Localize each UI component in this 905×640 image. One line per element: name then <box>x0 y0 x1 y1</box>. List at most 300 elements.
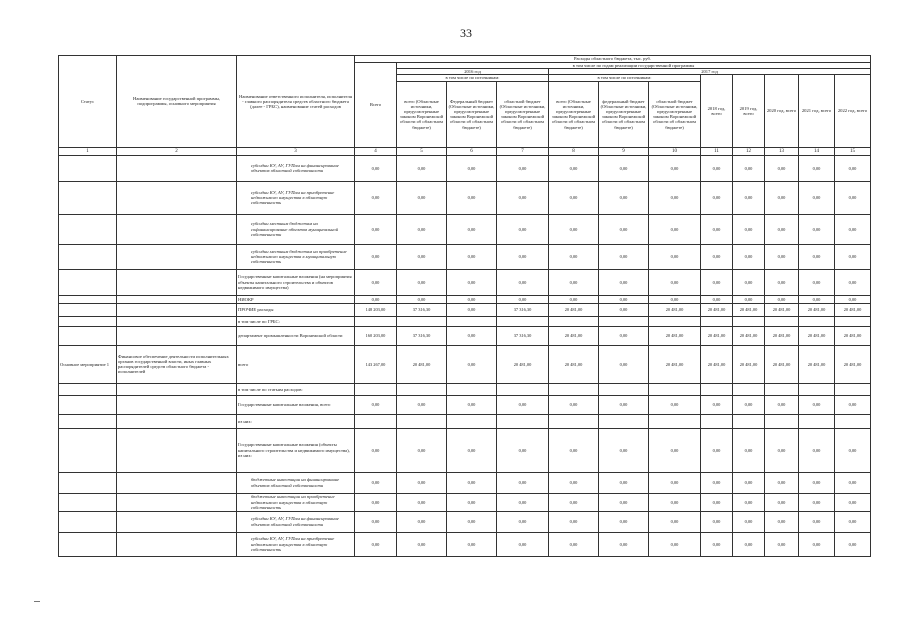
row-value-col-9: 0,00 <box>599 511 649 532</box>
row-status <box>59 493 117 511</box>
table-row <box>59 395 871 414</box>
col-number: 13 <box>765 147 799 155</box>
row-value-col-7: 0,00 <box>497 532 549 556</box>
table-row <box>59 472 871 493</box>
row-value-col-11: 0,00 <box>701 472 733 493</box>
row-value-col-9: 0,00 <box>599 155 649 181</box>
row-value-col-12: 20 481,00 <box>733 326 765 345</box>
row-program <box>117 532 237 556</box>
page-mark <box>34 601 40 602</box>
row-value-col-10: 20 481,00 <box>649 326 701 345</box>
budget-table <box>58 55 871 557</box>
row-value-col-15: 0,00 <box>835 181 871 214</box>
col-number: 4 <box>355 147 397 155</box>
row-value-col-13: 0,00 <box>765 295 799 303</box>
row-value-col-7: 37 316,30 <box>497 326 549 345</box>
row-value-col-7: 0,00 <box>497 395 549 414</box>
row-status <box>59 214 117 244</box>
header-col-7: областной бюджет (Областные источники, предусмотренные законом Воронежской области об областном бюджете) <box>497 81 549 147</box>
row-value-col-11: 0,00 <box>701 214 733 244</box>
header-col-14: 2021 год, всего <box>799 75 835 147</box>
row-value-col-11: 0,00 <box>701 155 733 181</box>
row-value-col-5: 0,00 <box>397 155 447 181</box>
row-value-col-5 <box>397 383 447 395</box>
table-row <box>59 428 871 472</box>
row-value-col-10: 0,00 <box>649 155 701 181</box>
row-value-col-14: 0,00 <box>799 214 835 244</box>
header-col-12: 2019 год, всего <box>733 75 765 147</box>
row-value-col-11 <box>701 383 733 395</box>
row-value-col-11: 0,00 <box>701 493 733 511</box>
row-value-col-10: 0,00 <box>649 493 701 511</box>
row-value-col-11: 20 481,00 <box>701 345 733 383</box>
row-value-col-12 <box>733 316 765 326</box>
row-value-col-12: 0,00 <box>733 269 765 295</box>
row-value-col-6: 0,00 <box>447 244 497 269</box>
row-value-col-6: 0,00 <box>447 326 497 345</box>
row-value-col-14: 0,00 <box>799 155 835 181</box>
row-value-col-9: 0,00 <box>599 493 649 511</box>
row-program <box>117 383 237 395</box>
row-value-col-12: 0,00 <box>733 511 765 532</box>
row-program <box>117 395 237 414</box>
row-value-col-6 <box>447 316 497 326</box>
row-value-col-15: 0,00 <box>835 472 871 493</box>
row-value-col-9 <box>599 383 649 395</box>
row-program <box>117 428 237 472</box>
row-value-col-7: 0,00 <box>497 493 549 511</box>
row-value-col-4: 0,00 <box>355 493 397 511</box>
row-status <box>59 316 117 326</box>
row-value-col-9: 0,00 <box>599 532 649 556</box>
header-col-6: Федеральный бюджет (Областные источники, предусмотренные законом Воронежской области об областном бюджете) <box>447 81 497 147</box>
row-value-col-4: 0,00 <box>355 428 397 472</box>
row-value-col-4: 143 267,00 <box>355 345 397 383</box>
header-col-11: 2018 год, всего <box>701 75 733 147</box>
row-status <box>59 532 117 556</box>
row-value-col-6: 0,00 <box>447 472 497 493</box>
row-value-col-7: 0,00 <box>497 472 549 493</box>
row-status <box>59 326 117 345</box>
row-value-col-10: 0,00 <box>649 295 701 303</box>
page-number: 33 <box>460 26 472 40</box>
row-value-col-8 <box>549 316 599 326</box>
row-status <box>59 428 117 472</box>
row-value-col-11 <box>701 414 733 428</box>
row-value-col-14: 0,00 <box>799 532 835 556</box>
row-value-col-7 <box>497 383 549 395</box>
row-value-col-10: 0,00 <box>649 532 701 556</box>
row-value-col-12 <box>733 383 765 395</box>
row-value-col-14: 0,00 <box>799 493 835 511</box>
row-value-col-6: 0,00 <box>447 345 497 383</box>
row-value-col-12: 20 481,00 <box>733 303 765 316</box>
row-value-col-10: 0,00 <box>649 244 701 269</box>
row-value-col-15: 20 481,00 <box>835 326 871 345</box>
row-value-col-14 <box>799 383 835 395</box>
row-value-col-10 <box>649 316 701 326</box>
row-value-col-13: 0,00 <box>765 428 799 472</box>
row-value-col-7: 0,00 <box>497 511 549 532</box>
row-value-col-4: 0,00 <box>355 181 397 214</box>
table-row <box>59 303 871 316</box>
row-value-col-11: 20 481,00 <box>701 303 733 316</box>
row-value-col-12: 20 481,00 <box>733 345 765 383</box>
header-col-5: всего (Областные источники, предусмотренные законом Воронежской области об областном бюджете) <box>397 81 447 147</box>
row-value-col-7 <box>497 414 549 428</box>
header-col-13: 2020 год, всего <box>765 75 799 147</box>
row-value-col-11 <box>701 316 733 326</box>
row-value-col-13 <box>765 383 799 395</box>
row-value-col-5: 0,00 <box>397 511 447 532</box>
row-value-col-8: 0,00 <box>549 532 599 556</box>
row-value-col-12: 0,00 <box>733 428 765 472</box>
row-value-col-9 <box>599 316 649 326</box>
row-value-col-13: 0,00 <box>765 269 799 295</box>
row-value-col-6: 0,00 <box>447 155 497 181</box>
header-col-10: областной бюджет (Областные источники, предусмотренные законом Воронежской области об областном бюджете) <box>649 81 701 147</box>
row-value-col-7: 20 481,00 <box>497 345 549 383</box>
row-value-col-10: 0,00 <box>649 395 701 414</box>
row-value-col-14: 0,00 <box>799 472 835 493</box>
row-value-col-10: 0,00 <box>649 511 701 532</box>
row-value-col-11: 0,00 <box>701 511 733 532</box>
row-value-col-13: 0,00 <box>765 214 799 244</box>
row-program <box>117 269 237 295</box>
column-numbers-row <box>59 147 871 155</box>
row-value-col-5: 0,00 <box>397 214 447 244</box>
row-value-col-12: 0,00 <box>733 532 765 556</box>
row-value-col-7: 0,00 <box>497 428 549 472</box>
row-program: Финансовое обеспечение деятельности исполнительных органов государственной власти, иных главных распорядителей средств областного бюджета - исполнителей <box>117 345 237 383</box>
row-status <box>59 269 117 295</box>
row-value-col-6: 0,00 <box>447 295 497 303</box>
row-value-col-6: 0,00 <box>447 303 497 316</box>
row-value-col-7: 0,00 <box>497 295 549 303</box>
row-value-col-6: 0,00 <box>447 269 497 295</box>
row-program <box>117 511 237 532</box>
row-status <box>59 472 117 493</box>
row-value-col-15: 0,00 <box>835 244 871 269</box>
row-value-col-13: 0,00 <box>765 511 799 532</box>
row-label: ПРОЧИЕ расходы <box>237 303 355 316</box>
col-number: 12 <box>733 147 765 155</box>
row-value-col-8: 20 481,00 <box>549 345 599 383</box>
row-value-col-9: 0,00 <box>599 214 649 244</box>
row-value-col-15: 0,00 <box>835 532 871 556</box>
row-value-col-9: 0,00 <box>599 303 649 316</box>
row-program <box>117 214 237 244</box>
row-label: субсидии местным бюджетам на софинансирование объектов муниципальной собственности <box>237 214 355 244</box>
row-value-col-15: 0,00 <box>835 295 871 303</box>
col-number: 11 <box>701 147 733 155</box>
row-value-col-15 <box>835 414 871 428</box>
row-label: субсидии КУ, АУ, ГУПам на приобретение недвижимого имущества в областную собственность <box>237 181 355 214</box>
row-value-col-7 <box>497 316 549 326</box>
row-label: субсидии КУ, АУ, ГУПам на финансирование объектов областной собственности <box>237 155 355 181</box>
row-value-col-9 <box>599 414 649 428</box>
row-value-col-10: 0,00 <box>649 428 701 472</box>
row-value-col-4 <box>355 383 397 395</box>
row-value-col-7: 0,00 <box>497 214 549 244</box>
row-value-col-8: 0,00 <box>549 472 599 493</box>
row-value-col-4: 0,00 <box>355 532 397 556</box>
row-status <box>59 383 117 395</box>
table-row <box>59 316 871 326</box>
row-value-col-5: 0,00 <box>397 493 447 511</box>
row-value-col-8 <box>549 383 599 395</box>
row-value-col-11: 20 481,00 <box>701 326 733 345</box>
row-status <box>59 181 117 214</box>
row-status <box>59 155 117 181</box>
row-value-col-15: 0,00 <box>835 269 871 295</box>
col-number: 9 <box>599 147 649 155</box>
row-value-col-4: 0,00 <box>355 395 397 414</box>
row-label: Государственные капитальные вложения, всего <box>237 395 355 414</box>
row-value-col-12: 0,00 <box>733 295 765 303</box>
row-value-col-4: 148 203,00 <box>355 303 397 316</box>
row-value-col-6: 0,00 <box>447 511 497 532</box>
row-value-col-9: 0,00 <box>599 395 649 414</box>
row-value-col-10: 20 481,00 <box>649 345 701 383</box>
row-value-col-7: 0,00 <box>497 181 549 214</box>
header-executor: Наименование ответственного исполнителя, исполнителя - главного распорядителя средств областного бюджета (далее - ГРБС), наименование статей расходов <box>237 56 355 148</box>
row-value-col-10: 0,00 <box>649 181 701 214</box>
row-value-col-8: 0,00 <box>549 269 599 295</box>
row-value-col-8: 20 481,00 <box>549 326 599 345</box>
table-row <box>59 493 871 511</box>
row-value-col-15: 0,00 <box>835 395 871 414</box>
row-value-col-14: 0,00 <box>799 244 835 269</box>
row-value-col-8: 0,00 <box>549 155 599 181</box>
header-col-9: федеральный бюджет (Областные источники, предусмотренные законом Воронежской области об областном бюджете) <box>599 81 649 147</box>
header-year-2016: 2016 год <box>397 69 549 75</box>
header-year-2017: 2017 год <box>549 69 871 75</box>
row-value-col-11: 0,00 <box>701 181 733 214</box>
table-row <box>59 326 871 345</box>
row-label: всего <box>237 345 355 383</box>
row-value-col-10: 0,00 <box>649 269 701 295</box>
row-value-col-5: 0,00 <box>397 295 447 303</box>
row-value-col-5: 0,00 <box>397 269 447 295</box>
row-value-col-12 <box>733 414 765 428</box>
row-value-col-5 <box>397 316 447 326</box>
col-number: 3 <box>237 147 355 155</box>
row-value-col-6: 0,00 <box>447 428 497 472</box>
row-value-col-6: 0,00 <box>447 532 497 556</box>
row-value-col-14: 20 481,00 <box>799 303 835 316</box>
row-value-col-14 <box>799 316 835 326</box>
row-label: департамент промышленности Воронежской области <box>237 326 355 345</box>
header-by-source-2016: в том числе по источникам: <box>397 75 549 81</box>
row-value-col-4: 0,00 <box>355 269 397 295</box>
row-value-col-13: 0,00 <box>765 395 799 414</box>
row-value-col-14: 20 481,00 <box>799 345 835 383</box>
row-value-col-4: 160 203,00 <box>355 326 397 345</box>
row-value-col-13: 20 481,00 <box>765 345 799 383</box>
row-value-col-15: 20 481,00 <box>835 345 871 383</box>
table-row <box>59 269 871 295</box>
row-value-col-4: 0,00 <box>355 155 397 181</box>
row-value-col-7: 0,00 <box>497 155 549 181</box>
row-value-col-13: 0,00 <box>765 472 799 493</box>
col-number: 10 <box>649 147 701 155</box>
row-value-col-14: 0,00 <box>799 428 835 472</box>
row-value-col-9: 0,00 <box>599 269 649 295</box>
row-value-col-5: 0,00 <box>397 181 447 214</box>
row-value-col-7: 0,00 <box>497 269 549 295</box>
table-row <box>59 214 871 244</box>
row-value-col-15: 20 481,00 <box>835 303 871 316</box>
header-total: Всего <box>355 63 397 148</box>
col-number: 1 <box>59 147 117 155</box>
header-by-source-2017: в том числе по источникам: <box>549 75 701 81</box>
row-label: субсидии местным бюджетам на приобретение недвижимого имущества в муниципальную собственность <box>237 244 355 269</box>
row-value-col-5: 0,00 <box>397 244 447 269</box>
row-value-col-14: 0,00 <box>799 269 835 295</box>
row-label: субсидии КУ, АУ, ГУПам на финансирование объектов областной собственности <box>237 511 355 532</box>
col-number: 2 <box>117 147 237 155</box>
header-budget-sub: в том числе по годам реализации государственной программы <box>397 63 871 69</box>
row-value-col-5: 0,00 <box>397 395 447 414</box>
row-label: бюджетные инвестиции на приобретение недвижимого имущества в областную собственность <box>237 493 355 511</box>
row-value-col-13: 0,00 <box>765 244 799 269</box>
row-value-col-9: 0,00 <box>599 326 649 345</box>
header-budget-top: Расходы областного бюджета, тыс. руб. <box>355 56 871 63</box>
table-row <box>59 155 871 181</box>
table-row <box>59 414 871 428</box>
row-value-col-9: 0,00 <box>599 428 649 472</box>
row-label: Государственные капитальные вложения (объекты капитального строительства и недвижимого имущества), из них: <box>237 428 355 472</box>
row-value-col-14 <box>799 414 835 428</box>
row-value-col-13: 0,00 <box>765 493 799 511</box>
row-status <box>59 244 117 269</box>
row-value-col-11: 0,00 <box>701 244 733 269</box>
row-label: НИОКР <box>237 295 355 303</box>
row-status <box>59 395 117 414</box>
row-value-col-14: 0,00 <box>799 511 835 532</box>
row-status: Основное мероприятие 1 <box>59 345 117 383</box>
row-value-col-12: 0,00 <box>733 181 765 214</box>
row-value-col-11: 0,00 <box>701 428 733 472</box>
table-row <box>59 345 871 383</box>
row-value-col-9: 0,00 <box>599 295 649 303</box>
col-number: 6 <box>447 147 497 155</box>
row-value-col-12: 0,00 <box>733 395 765 414</box>
row-value-col-9: 0,00 <box>599 244 649 269</box>
row-value-col-8: 0,00 <box>549 428 599 472</box>
row-value-col-5 <box>397 414 447 428</box>
row-label: Государственные капитальные вложения (на мероприятия объекты капитального строительства и объектов недвижимого имущества) <box>237 269 355 295</box>
table-row <box>59 532 871 556</box>
header-col-8: всего (Областные источники, предусмотренные законом Воронежской области об областном бюджете) <box>549 81 599 147</box>
row-value-col-14: 0,00 <box>799 395 835 414</box>
row-value-col-13: 20 481,00 <box>765 303 799 316</box>
col-number: 5 <box>397 147 447 155</box>
row-program <box>117 244 237 269</box>
row-value-col-5: 0,00 <box>397 532 447 556</box>
row-value-col-12: 0,00 <box>733 472 765 493</box>
row-value-col-4: 0,00 <box>355 511 397 532</box>
row-value-col-12: 0,00 <box>733 493 765 511</box>
col-number: 15 <box>835 147 871 155</box>
col-number: 7 <box>497 147 549 155</box>
row-value-col-15: 0,00 <box>835 493 871 511</box>
row-value-col-4 <box>355 414 397 428</box>
row-value-col-14: 0,00 <box>799 295 835 303</box>
row-program <box>117 326 237 345</box>
table-row <box>59 383 871 395</box>
row-program <box>117 472 237 493</box>
table-row <box>59 295 871 303</box>
row-value-col-6: 0,00 <box>447 181 497 214</box>
row-value-col-10: 0,00 <box>649 472 701 493</box>
row-value-col-6: 0,00 <box>447 214 497 244</box>
row-value-col-12: 0,00 <box>733 214 765 244</box>
row-value-col-9: 0,00 <box>599 345 649 383</box>
header-status: Статус <box>59 56 117 148</box>
row-value-col-8: 0,00 <box>549 295 599 303</box>
row-value-col-10: 0,00 <box>649 214 701 244</box>
header-program: Наименование государственной программы, подпрограммы, основного мероприятия <box>117 56 237 148</box>
row-value-col-13: 0,00 <box>765 532 799 556</box>
row-value-col-6 <box>447 383 497 395</box>
row-value-col-4: 0,00 <box>355 295 397 303</box>
row-value-col-15: 0,00 <box>835 155 871 181</box>
row-value-col-6 <box>447 414 497 428</box>
row-value-col-5: 37 316,30 <box>397 303 447 316</box>
row-value-col-9: 0,00 <box>599 181 649 214</box>
row-program <box>117 303 237 316</box>
row-value-col-13: 0,00 <box>765 181 799 214</box>
row-program <box>117 414 237 428</box>
row-label: бюджетные инвестиции на финансирование объектов областной собственности <box>237 472 355 493</box>
row-program <box>117 493 237 511</box>
row-value-col-7: 0,00 <box>497 244 549 269</box>
row-value-col-15: 0,00 <box>835 428 871 472</box>
row-status <box>59 303 117 316</box>
row-value-col-6: 0,00 <box>447 395 497 414</box>
row-value-col-4: 0,00 <box>355 472 397 493</box>
row-status <box>59 511 117 532</box>
row-value-col-15 <box>835 383 871 395</box>
row-value-col-8: 0,00 <box>549 493 599 511</box>
row-program <box>117 316 237 326</box>
row-value-col-14: 20 481,00 <box>799 326 835 345</box>
row-value-col-6: 0,00 <box>447 493 497 511</box>
row-value-col-10: 20 481,00 <box>649 303 701 316</box>
row-value-col-13 <box>765 414 799 428</box>
row-value-col-5: 20 481,00 <box>397 345 447 383</box>
row-label: субсидии КУ, АУ, ГУПам на приобретение недвижимого имущества в областную собственность <box>237 532 355 556</box>
row-value-col-4: 0,00 <box>355 214 397 244</box>
row-value-col-5: 37 316,30 <box>397 326 447 345</box>
row-value-col-8: 0,00 <box>549 244 599 269</box>
row-value-col-8: 0,00 <box>549 395 599 414</box>
row-value-col-8: 0,00 <box>549 181 599 214</box>
table-body <box>59 155 871 556</box>
row-value-col-8 <box>549 414 599 428</box>
row-value-col-5: 0,00 <box>397 472 447 493</box>
row-value-col-8: 0,00 <box>549 214 599 244</box>
row-value-col-10 <box>649 414 701 428</box>
row-program <box>117 295 237 303</box>
col-number: 14 <box>799 147 835 155</box>
table-row <box>59 511 871 532</box>
row-value-col-11: 0,00 <box>701 295 733 303</box>
row-value-col-15: 0,00 <box>835 214 871 244</box>
row-label: в том числе по ГРБС: <box>237 316 355 326</box>
